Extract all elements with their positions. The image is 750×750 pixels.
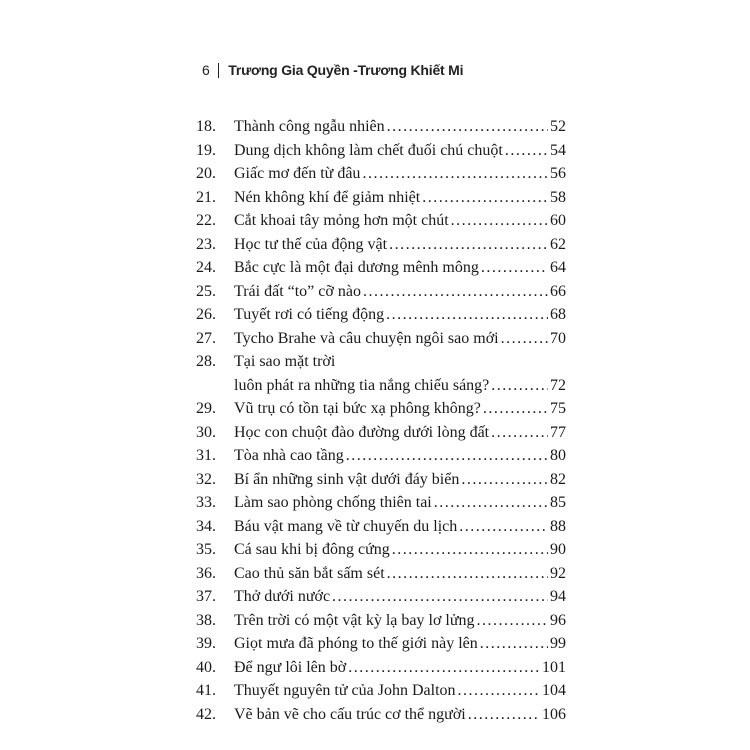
entry-page-number: 77 [550, 423, 566, 441]
entry-body [234, 491, 566, 515]
toc-entry [0, 327, 750, 351]
entry-number: 23. [196, 235, 216, 253]
entry-title: Học con chuột đào đường dưới lòng đất [234, 423, 490, 441]
toc-entry [0, 656, 750, 680]
dot-leader [468, 703, 540, 727]
dot-leader [481, 256, 548, 280]
entry-number: 18. [196, 118, 216, 135]
entry-page-number: 94 [550, 588, 566, 605]
entry-title-line1: Tại sao mặt trời [234, 353, 336, 370]
dot-leader [480, 632, 548, 656]
entry-number: 19. [196, 141, 216, 159]
entry-number: 27. [196, 329, 216, 347]
entry-number: 26. [196, 306, 216, 323]
header-divider [218, 63, 220, 78]
entry-number: 29. [196, 400, 216, 417]
toc-entry [0, 350, 750, 397]
entry-page-number: 82 [550, 470, 566, 488]
entry-title: Giọt mưa đã phóng to thế giới này lên [234, 635, 478, 652]
entry-body [234, 703, 566, 727]
toc-entry [0, 515, 750, 539]
toc-entry [0, 468, 750, 492]
toc-entry [0, 444, 750, 468]
entry-number: 21. [196, 188, 216, 206]
entry-page-number: 70 [550, 329, 566, 347]
entry-body [234, 632, 566, 656]
entry-title: Bí ẩn những sinh vật dưới đáy biển [234, 470, 460, 488]
dot-leader [387, 562, 548, 586]
dot-leader [458, 679, 540, 703]
dot-leader [389, 233, 548, 257]
entry-number: 24. [196, 259, 216, 276]
entry-body [234, 562, 566, 586]
toc-entry [0, 115, 750, 139]
toc-entry [0, 609, 750, 633]
entry-number: 40. [196, 658, 216, 676]
entry-page-number: 90 [550, 541, 566, 558]
entry-body [234, 186, 566, 210]
dot-leader [483, 397, 548, 421]
entry-number: 39. [196, 635, 216, 652]
entry-body [234, 303, 566, 327]
entry-number: 41. [196, 682, 216, 699]
entry-number: 35. [196, 541, 216, 558]
entry-number: 32. [196, 470, 216, 488]
entry-page-number: 54 [550, 141, 566, 159]
entry-body [234, 256, 566, 280]
toc-entry [0, 562, 750, 586]
entry-page-number: 52 [550, 118, 566, 135]
entry-body [234, 209, 566, 233]
dot-leader [332, 585, 548, 609]
entry-title: Vũ trụ có tồn tại bức xạ phông không? [234, 400, 481, 417]
entry-number: 20. [196, 165, 216, 182]
entry-number: 42. [196, 705, 216, 723]
toc-entry [0, 303, 750, 327]
entry-body [234, 350, 566, 397]
entry-page-number: 99 [550, 635, 566, 652]
entry-body [234, 280, 566, 304]
entry-body [234, 444, 566, 468]
page-number: 6 [202, 62, 210, 78]
entry-title: Trái đất “to” cỡ nào [234, 282, 361, 300]
toc-entry [0, 209, 750, 233]
entry-body [234, 233, 566, 257]
entry-body [234, 515, 566, 539]
entry-body [234, 115, 566, 139]
dot-leader [348, 656, 540, 680]
entry-number: 31. [196, 447, 216, 464]
toc-entry [0, 585, 750, 609]
entry-title: Báu vật mang về từ chuyến du lịch [234, 517, 458, 535]
entry-page-number: 58 [550, 188, 566, 206]
dot-leader [451, 209, 548, 233]
dot-leader [422, 186, 548, 210]
entry-page-number: 92 [550, 564, 566, 582]
entry-page-number: 80 [550, 447, 566, 464]
dot-leader [392, 538, 548, 562]
toc-entry [0, 491, 750, 515]
entry-title: Thở dưới nước [234, 588, 331, 605]
dot-leader [505, 139, 548, 163]
toc-entry [0, 679, 750, 703]
dot-leader [363, 280, 548, 304]
entry-body [234, 468, 566, 492]
toc-entry [0, 538, 750, 562]
toc-entry [0, 162, 750, 186]
running-title: Trương Gia Quyền -Trương Khiết Mi [228, 62, 464, 78]
entry-page-number: 96 [550, 611, 566, 629]
entry-body [234, 656, 566, 680]
entry-page-number: 66 [550, 282, 566, 300]
entry-page-number: 85 [550, 494, 566, 511]
entry-number: 36. [196, 564, 216, 582]
entry-number: 37. [196, 588, 216, 605]
entry-title: Trên trời có một vật kỳ lạ bay lơ lửng [234, 611, 475, 629]
running-header [202, 62, 463, 78]
dot-leader [491, 374, 548, 398]
entry-body [234, 538, 566, 562]
entry-title: Thành công ngẫu nhiên [234, 118, 385, 135]
dot-leader [461, 468, 548, 492]
entry-body [234, 421, 566, 445]
toc-entry [0, 280, 750, 304]
entry-body [234, 162, 566, 186]
entry-title: Tycho Brahe và câu chuyện ngôi sao mới [234, 329, 499, 347]
entry-title: Vẽ bản vẽ cho cấu trúc cơ thể người [234, 705, 466, 723]
entry-body [234, 397, 566, 421]
entry-title: Tòa nhà cao tầng [234, 447, 344, 464]
entry-body [234, 679, 566, 703]
toc-entry [0, 256, 750, 280]
entry-page-number: 75 [550, 400, 566, 417]
entry-title: Cao thủ săn bắt sấm sét [234, 564, 385, 582]
entry-number: 25. [196, 282, 216, 300]
entry-title: Giấc mơ đến từ đâu [234, 165, 361, 182]
dot-leader [346, 444, 548, 468]
entry-page-number: 60 [550, 212, 566, 229]
entry-number: 30. [196, 423, 216, 441]
entry-page-number: 64 [550, 259, 566, 276]
dot-leader [501, 327, 548, 351]
entry-number: 22. [196, 212, 216, 229]
entry-page-number: 68 [550, 306, 566, 323]
dot-leader [491, 421, 548, 445]
entry-title: Tuyết rơi có tiếng động [234, 306, 385, 323]
entry-title: Cắt khoai tây mỏng hơn một chút [234, 212, 449, 229]
entry-page-number: 106 [542, 705, 566, 723]
dot-leader [387, 115, 548, 139]
entry-page-number: 104 [542, 682, 566, 699]
entry-page-number: 62 [550, 235, 566, 253]
entry-page-number: 72 [550, 376, 566, 394]
dot-leader [434, 491, 548, 515]
entry-title: luôn phát ra những tia nắng chiếu sáng? [234, 376, 490, 394]
dot-leader [459, 515, 548, 539]
entry-title: Dung dịch không làm chết đuối chú chuột [234, 141, 503, 159]
toc-entry [0, 397, 750, 421]
toc-entry [0, 632, 750, 656]
entry-page-number: 88 [550, 517, 566, 535]
entry-title: Bắc cực là một đại dương mênh mông [234, 259, 479, 276]
entry-number: 33. [196, 494, 216, 511]
dot-leader [362, 162, 548, 186]
table-of-contents [0, 115, 750, 726]
entry-body [234, 139, 566, 163]
toc-entry [0, 421, 750, 445]
entry-title: Để ngư lôi lên bờ [234, 658, 347, 676]
entry-body [234, 585, 566, 609]
entry-title: Thuyết nguyên tử của John Dalton [234, 682, 456, 699]
toc-entry [0, 703, 750, 727]
toc-entry [0, 139, 750, 163]
toc-entry [0, 233, 750, 257]
entry-page-number: 56 [550, 165, 566, 182]
entry-title: Làm sao phòng chống thiên tai [234, 494, 432, 511]
dot-leader [477, 609, 548, 633]
entry-title: Cá sau khi bị đông cứng [234, 541, 390, 558]
entry-title: Nén không khí để giảm nhiệt [234, 188, 421, 206]
entry-page-number: 101 [542, 658, 566, 676]
dot-leader [386, 303, 548, 327]
entry-number: 38. [196, 611, 216, 629]
entry-title: Học tư thế của động vật [234, 235, 388, 253]
toc-entry [0, 186, 750, 210]
entry-body [234, 609, 566, 633]
entry-body [234, 327, 566, 351]
entry-number: 34. [196, 517, 216, 535]
entry-number: 28. [196, 353, 216, 370]
